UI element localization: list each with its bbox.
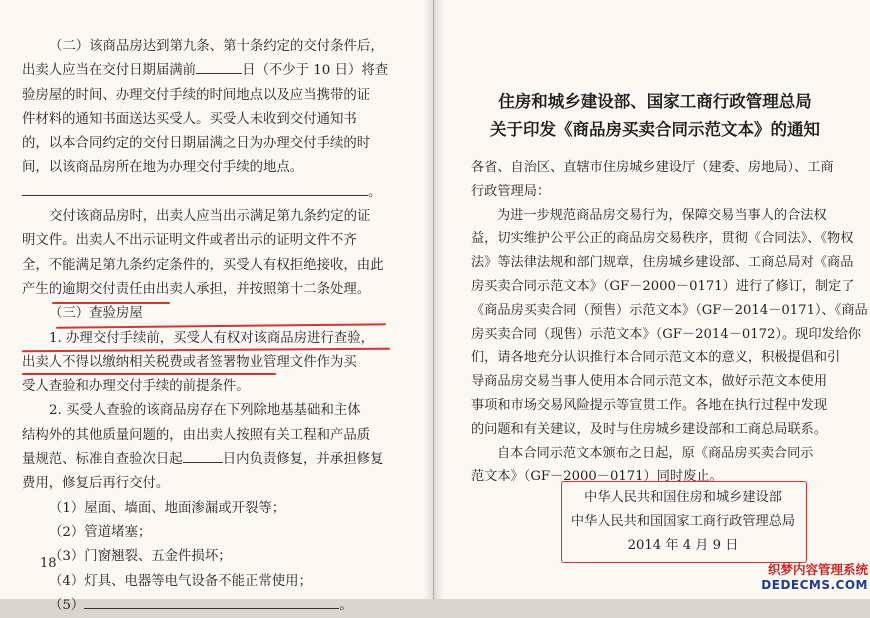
text-span: 量规范、标准自查验次日起 xyxy=(22,452,183,468)
text-line: 2. 买受人查验的该商品房存在下列除地基基础和主体 xyxy=(49,403,361,419)
text-line: 法》等法律法规和部门规章，住房城乡建设部、工商总局对《商品 xyxy=(471,255,854,271)
text-line: 的，以本合同约定的交付日期届满之日为办理交付手续的时 xyxy=(22,136,371,152)
text-span: 日（不少于 10 日）将查 xyxy=(242,63,389,79)
list-item: （3）门窗翘裂、五金件损坏； xyxy=(49,549,232,565)
page-number: 18 xyxy=(40,556,57,571)
text-line: 费用，修复后再行交付。 xyxy=(22,476,170,492)
text-line xyxy=(22,59,402,83)
text-span: 。 xyxy=(339,597,353,613)
blank-underline xyxy=(84,594,339,609)
text-line: 验房屋的时间、办理交付手续的时间地点以及应当携带的证 xyxy=(22,87,371,103)
blank-line: 。 xyxy=(22,181,402,205)
text-line: 产生的逾期交付责任由出卖人承担，并按照第十二条处理。 xyxy=(22,281,371,297)
right-page-text xyxy=(471,156,868,489)
text-line: 为进一步规范商品房交易行为，保障交易当事人的合法权 xyxy=(497,207,827,223)
blank-underline xyxy=(196,59,242,74)
watermark-text: 织梦内容管理系统 xyxy=(767,562,868,577)
text-line: 导商品房交易当事人使用本合同示范文本，做好示范文本使用 xyxy=(471,374,828,390)
text-line: 受人查验和办理交付手续的前提条件。 xyxy=(22,379,250,395)
text-line: 房买卖合同示范文本》（GF－2000－0171）进行了修订，制定了 xyxy=(471,278,855,294)
text-line: 1. 办理交付手续前，买受人有权对该商品房进行查验， xyxy=(49,330,375,346)
pen-underline xyxy=(22,373,276,375)
text-line: 间，以该商品房所在地为办理交付手续的地点。 xyxy=(22,160,304,176)
issuer-name: 中华人民共和国国家工商行政管理总局 xyxy=(570,514,796,529)
text-line: 的问题和有关建议，及时与住房城乡建设部和工商总局联系。 xyxy=(471,421,828,437)
list-item: （2）管道堵塞； xyxy=(49,524,152,540)
section-heading: （三）查验房屋 xyxy=(49,306,143,322)
text-span: 日内负责修复，并承担修复 xyxy=(222,452,384,468)
text-line: 们，请各地充分认识推行本合同示范文本的意义，积极提倡和引 xyxy=(471,350,841,366)
notice-title: 住房和城乡建设部、国家工商行政管理总局 xyxy=(498,92,812,111)
list-item xyxy=(22,594,402,618)
text-span: （5） xyxy=(49,597,85,613)
text-line: 自本合同示范文本颁布之日起，原《商品房买卖合同示 xyxy=(497,445,814,461)
text-line: 《商品房买卖合同（预售）示范文本》（GF－2014－0171）、《商品 xyxy=(471,302,868,318)
text-line: 益，切实维护公平公正的商品房交易秩序，贯彻《合同法》、《物权 xyxy=(471,231,854,247)
text-line: 范文本》（GF－2000－0171）同时废止。 xyxy=(471,469,723,485)
text-span: 出卖人应当在交付日期届满前 xyxy=(22,63,197,79)
list-item: （1）屋面、墙面、地面渗漏或开裂等； xyxy=(49,500,286,516)
watermark-text: DEDECMS.COM xyxy=(761,578,868,592)
text-line: （二）该商品房达到第九条、第十条约定的交付条件后， xyxy=(49,39,384,54)
text-line: 交付该商品房时，出卖人应当出示满足第九条约定的证 xyxy=(49,209,371,225)
blank-underline xyxy=(183,448,223,463)
text-line: 行政管理局： xyxy=(471,183,551,199)
issuer-name: 中华人民共和国住房和城乡建设部 xyxy=(584,490,782,505)
text-line: 全，不能满足第九条约定条件的，买受人有权拒绝接收，由此 xyxy=(22,257,384,273)
notice-title: 关于印发《商品房买卖合同示范文本》的通知 xyxy=(490,120,820,139)
pen-underline xyxy=(52,302,170,304)
list-item: （4）灯具、电器等电气设备不能正常使用； xyxy=(49,573,312,589)
issue-date: 2014 年 4 月 9 日 xyxy=(627,538,739,553)
text-line xyxy=(22,448,402,472)
text-line: 件材料的通知书面送达买受人。买受人未收到交付通知书 xyxy=(22,111,357,127)
text-line: 事项和市场交易风险提示等宣贯工作。各地在执行过程中发现 xyxy=(471,397,828,413)
blank-underline xyxy=(22,181,368,196)
text-line: 结构外的其他质量问题的，由出卖人按照有关工程和产品质 xyxy=(22,427,371,443)
watermark xyxy=(727,560,868,598)
text-line: 房买卖合同（现售）示范文本》（GF－2014－0172）。现印发给你 xyxy=(471,326,862,342)
text-line: 出卖人不得以缴纳相关税费或者签署物业管理文件作为买 xyxy=(22,354,357,370)
text-line: 各省、自治区、直辖市住房城乡建设厅（建委、房地局）、工商 xyxy=(471,160,834,175)
text-line: 明文件。出卖人不出示证明文件或者出示的证明文件不齐 xyxy=(22,233,357,249)
